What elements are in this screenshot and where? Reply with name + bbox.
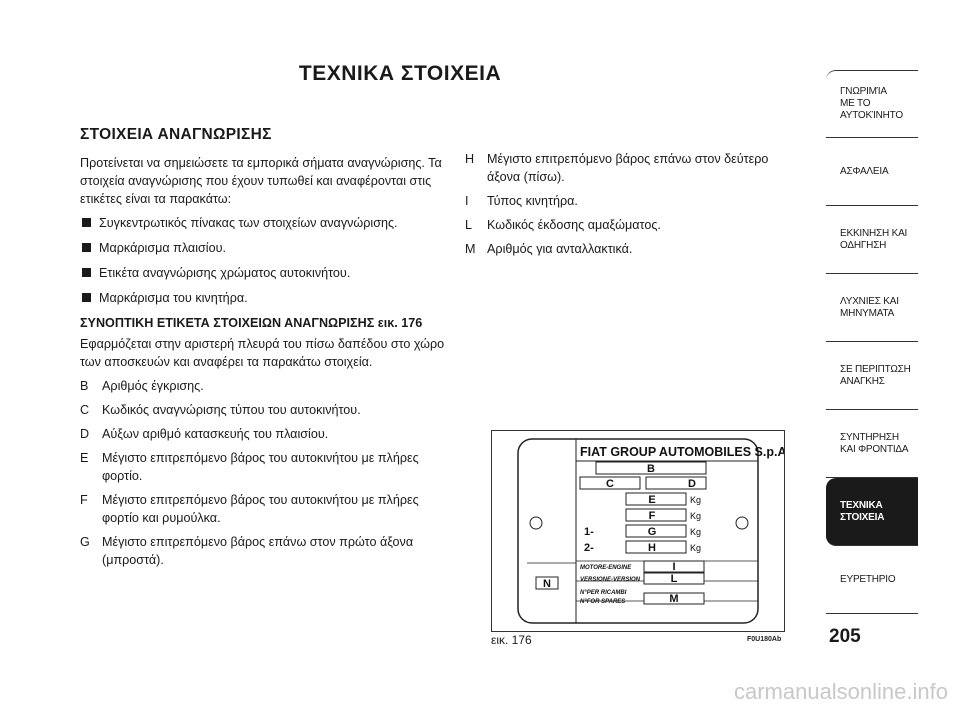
tab-getting-to-know[interactable]: ΓΝΩΡΙΜΊΑ ΜΕ ΤΟ ΑΥΤΟΚΊΝΗΤΟ: [826, 70, 918, 138]
list-item: C Κωδικός αναγνώρισης τύπου του αυτοκινήτου.: [80, 403, 361, 417]
list-item: E Μέγιστο επιτρεπόμενο βάρος του αυτοκινήτου με πλήρες φορτίο.: [80, 451, 419, 483]
motore-label: MOTORE-ENGINE: [580, 565, 632, 571]
list-item: L Κωδικός έκδοσης αμαξώματος.: [465, 218, 661, 232]
field-m: M: [669, 593, 679, 605]
tab-technical-data[interactable]: ΤΕΧΝΙΚΑ ΣΤΟΙΧΕΙΑ: [826, 478, 918, 546]
bullet-item: Μαρκάρισμα του κινητήρα.: [80, 289, 450, 307]
ricambi-label-1: N°PER RICAMBI: [580, 590, 627, 596]
list-item: G Μέγιστο επιτρεπόμενο βάρος επάνω στον πρώτο άξονα (μπροστά).: [80, 535, 414, 567]
square-bullet-icon: [82, 293, 91, 302]
list-item: H Μέγιστο επιτρεπόμενο βάρος επάνω στον δεύτερο άξονα (πίσω).: [465, 152, 769, 184]
kg-label: Kg: [690, 543, 702, 553]
subheading: ΣΥΝΟΠΤΙΚΗ ΕΤΙΚΕΤΑ ΣΤΟΙΧΕΙΩΝ ΑΝΑΓΝΩΡΙΣΗΣ εικ. 176: [80, 316, 423, 330]
bullet-item: Ετικέτα αναγνώρισης χρώματος αυτοκινήτου.: [80, 264, 450, 282]
field-n: N: [543, 578, 551, 590]
tab-emergency[interactable]: ΣΕ ΠΕΡΙΠΤΩΣΗ ΑΝΑΓΚΗΣ: [826, 342, 918, 410]
sub-intro-paragraph: Εφαρμόζεται στην αριστερή πλευρά του πίσω δαπέδου στο χώρο των αποσκευών και αναφέρει τα παρακάτω στοιχεία.: [80, 337, 445, 369]
versione-label: VERSIONE-VERSION: [580, 577, 641, 583]
chapter-sidebar: [826, 70, 918, 614]
field-d: D: [688, 478, 696, 490]
tab-warning-lights[interactable]: ΛΥΧΝΙΕΣ ΚΑΙ ΜΗΝΥΜΑΤΑ: [826, 274, 918, 342]
kg-label: Kg: [690, 527, 702, 537]
plate-title: FIAT GROUP AUTOMOBILES S.p.A.: [580, 445, 784, 459]
figure-caption: εικ. 176: [491, 633, 532, 647]
page-number: 205: [829, 626, 861, 647]
figure-code: F0U180Ab: [747, 636, 782, 643]
axle-1-label: 1-: [584, 526, 594, 538]
square-bullet-icon: [82, 268, 91, 277]
axle-2-label: 2-: [584, 542, 594, 554]
intro-paragraph: Προτείνεται να σημειώσετε τα εμπορικά σήματα αναγνώρισης. Τα στοιχεία αναγνώρισης που έχουν τυπωθεί και αναφέρονται στις ετικέτες είναι τα παρακάτω:: [80, 156, 442, 206]
tab-starting-driving[interactable]: ΕΚΚΙΝΗΣΗ ΚΑΙ ΟΔΗΓΗΣΗ: [826, 206, 918, 274]
right-column: [465, 150, 795, 264]
identification-plate-figure: [491, 430, 785, 632]
left-column: [80, 126, 450, 575]
identification-plate-drawing: [492, 431, 784, 631]
page-title: ΤΕΧΝΙΚΑ ΣΤΟΙΧΕΙΑ: [298, 62, 502, 85]
section-heading: ΣΤΟΙΧΕΙΑ ΑΝΑΓΝΩΡΙΣΗΣ: [80, 126, 272, 143]
field-l: L: [670, 573, 678, 585]
kg-label: Kg: [690, 495, 702, 505]
list-item: F Μέγιστο επιτρεπόμενο βάρος του αυτοκινήτου με πλήρες φορτίο και ρυμούλκα.: [80, 493, 419, 525]
watermark: carmanualsonline.info: [733, 679, 948, 704]
square-bullet-icon: [82, 218, 91, 227]
bullet-item: Συγκεντρωτικός πίνακας των στοιχείων αναγνώρισης.: [80, 214, 450, 232]
field-i: I: [672, 561, 676, 573]
field-h: H: [648, 542, 656, 554]
list-item: D Αύξων αριθμό κατασκευής του πλαισίου.: [80, 427, 329, 441]
field-e: E: [648, 494, 656, 506]
tab-safety[interactable]: ΑΣΦΑΛΕΙΑ: [826, 138, 918, 206]
list-item: M Αριθμός για ανταλλακτικά.: [465, 242, 633, 256]
tab-index[interactable]: ΕΥΡΕΤΗΡΙΟ: [826, 546, 918, 614]
list-item: B Αριθμός έγκρισης.: [80, 379, 204, 393]
square-bullet-icon: [82, 243, 91, 252]
ricambi-label-2: N°FOR SPARES: [580, 599, 626, 605]
kg-label: Kg: [690, 511, 702, 521]
list-item: I Τύπος κινητήρα.: [465, 194, 578, 208]
tab-maintenance[interactable]: ΣΥΝΤΗΡΗΣΗ ΚΑΙ ΦΡΟΝΤΙΔΑ: [826, 410, 918, 478]
bullet-item: Μαρκάρισμα πλαισίου.: [80, 239, 450, 257]
field-b: B: [647, 463, 655, 475]
field-c: C: [606, 478, 614, 490]
field-f: F: [648, 510, 656, 522]
field-g: G: [647, 526, 657, 538]
